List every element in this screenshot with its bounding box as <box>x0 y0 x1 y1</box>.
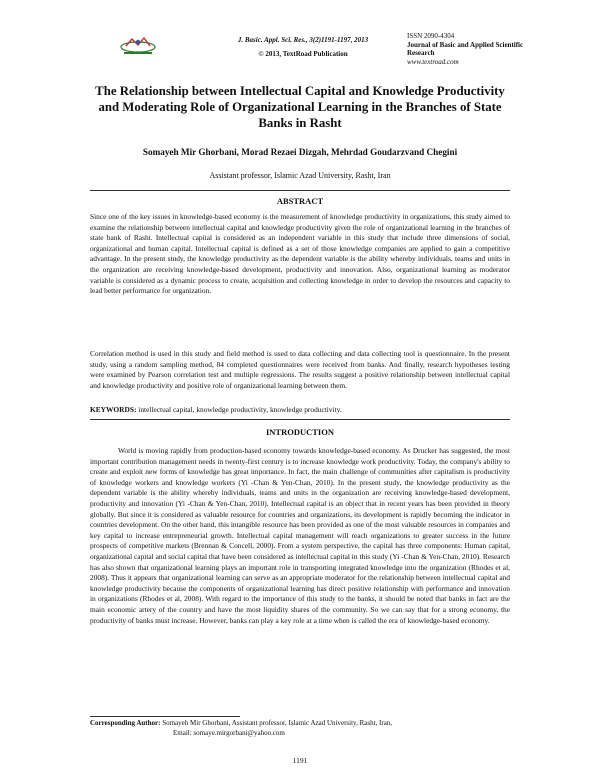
introduction-heading: INTRODUCTION <box>265 427 334 437</box>
journal-name: Journal of Basic and Applied Scientific Research <box>407 40 524 57</box>
corresponding-author-email: Email: somaye.mirgorbani@yahoo.com <box>173 728 285 737</box>
abstract-top-rule <box>90 190 510 191</box>
issn: ISSN 2090-4304 <box>407 32 455 40</box>
abstract-bottom-rule <box>90 419 510 420</box>
journal-website: www.textroad.com <box>407 57 459 66</box>
copyright-line: © 2013, TextRoad Publication <box>258 50 348 58</box>
abstract-heading: ABSTRACT <box>276 196 324 206</box>
journal-header <box>90 28 524 78</box>
introduction-paragraph: World is moving rapidly from production-based economy towards knowledge-based economy. As Drucker has suggested, the most important contribution management needs in twenty-first century is to increase knowledge work productivity. Today, the company's ability to create and exploit new forms of knowledge has great importance. In fact, the main challenge of communities after capitalism is productivity of knowledge workers and knowledge workers (Yi -Chan & Yen-Chan, 2010). In the present study, the knowledge productivity as the dependent variable is the ability whereby individuals, teams and units in the organization are receiving knowledge-based development, productivity and innovation (Yi -Chan & Yen-Chan, 2010). Intellectual capital is an object that in recent years has been provided in theory globally. But since it is considered as valuable resource for countries and organizations, its development is rapidly becoming the indicator in countries development. On the other hand, this intangible resource has been provided as one of the most valuable resources in companies and key capital to increase entrepreneurial growth. Intellectual capital management will reach organizations to greater success in the future prospects of competitive markets (Brennan & Concell, 2000). From a system perspective, the capital has three components: Human capital, organizational capital and social capital that have been considered as intellectual capital in this study (Yi -Chan & Yen-Chan, 2010). Research has also shown that organizational learning plays an important role in transporting integrated knowledge into the organization (Rhodes et al, 2008). Thus it appears that organizational learning can serve as an appropriate moderator for the relationship between intellectual capital and knowledge productivity because the components of organizational learning has direct positive relationship with performance and innovation in organizations (Rhodes et al, 2008). With regard to the importance of this study to the banks, it should be noted that banks in fact are the main economic artery of the country and have the most liquidity shares of the community. So we can say that for a strong economy, the productivity of banks must increase. However, banks can play a key role at a time when is called the era of knowledge-based economy. <box>90 446 510 625</box>
footnote-rule <box>90 716 240 717</box>
journal-info-block <box>407 32 527 66</box>
corresponding-author-note <box>90 719 510 738</box>
abstract-paragraph-1: Since one of the key issues in knowledge-based economy is the measurement of knowledge productivity in organizations, this study aimed to examine the relationship between intellectual capital and knowledge productivity given the role of organizational learning in the branches of state bank of Rasht. Intellectual capital is considered as an independent variable in this study that include three dimensions of social, organizational and human capital. Intellectual capital is defined as a set of those knowledge companies are applied to gain a competitive advantage. In the present study, the knowledge productivity as the dependent variable is the ability whereby individuals, teams and units in the organization are receiving knowledge-based development, productivity and innovation. Also, organizational learning as moderator variable is considered as a dynamic process to create, acquisition and collecting knowledge in order to develop the resources and capacity to lead better performance for organization. <box>90 212 510 296</box>
textroad-logo-icon <box>118 34 158 56</box>
abstract-paragraph-2: Correlation method is used in this study and field method is used to data collecting and data collecting tool is questionnaire. In the present study, using a random sampling method, 84 completed questionnaires were received from banks. And finally, research hypotheses testing were examined by Pearson correlation test and multiple regressions. The results suggest a positive relationship between intellectual capital and knowledge productivity and positive role of organizational learning between them. <box>90 349 510 390</box>
corresponding-author-label: Corresponding Author: <box>90 719 161 727</box>
keywords-label: KEYWORDS: <box>90 405 137 414</box>
page-number: 1191 <box>292 756 308 765</box>
author-list: Somayeh Mir Ghorbani, Morad Rezaei Dizgah, Mehrdad Goudarzvand Chegini <box>142 147 458 157</box>
keywords-line <box>90 405 510 414</box>
corresponding-author-text: Somayeh Mir Ghorbani, Assistant professor, Islamic Azad University, Rasht, Iran, <box>162 719 393 727</box>
affiliation: Assistant professor, Islamic Azad University, Rasht, Iran <box>209 171 391 180</box>
keywords-text: intellectual capital, knowledge productivity, knowledge productivity. <box>138 405 342 414</box>
journal-citation-block <box>198 36 408 59</box>
paper-title: The Relationship between Intellectual Capital and Knowledge Productivity and Moderating Role of Organizational Learning in the Branches of State Banks in Rasht <box>95 84 505 130</box>
journal-citation: J. Basic. Appl. Sci. Res., 3(2)1191-1197, 2013 <box>237 36 369 44</box>
